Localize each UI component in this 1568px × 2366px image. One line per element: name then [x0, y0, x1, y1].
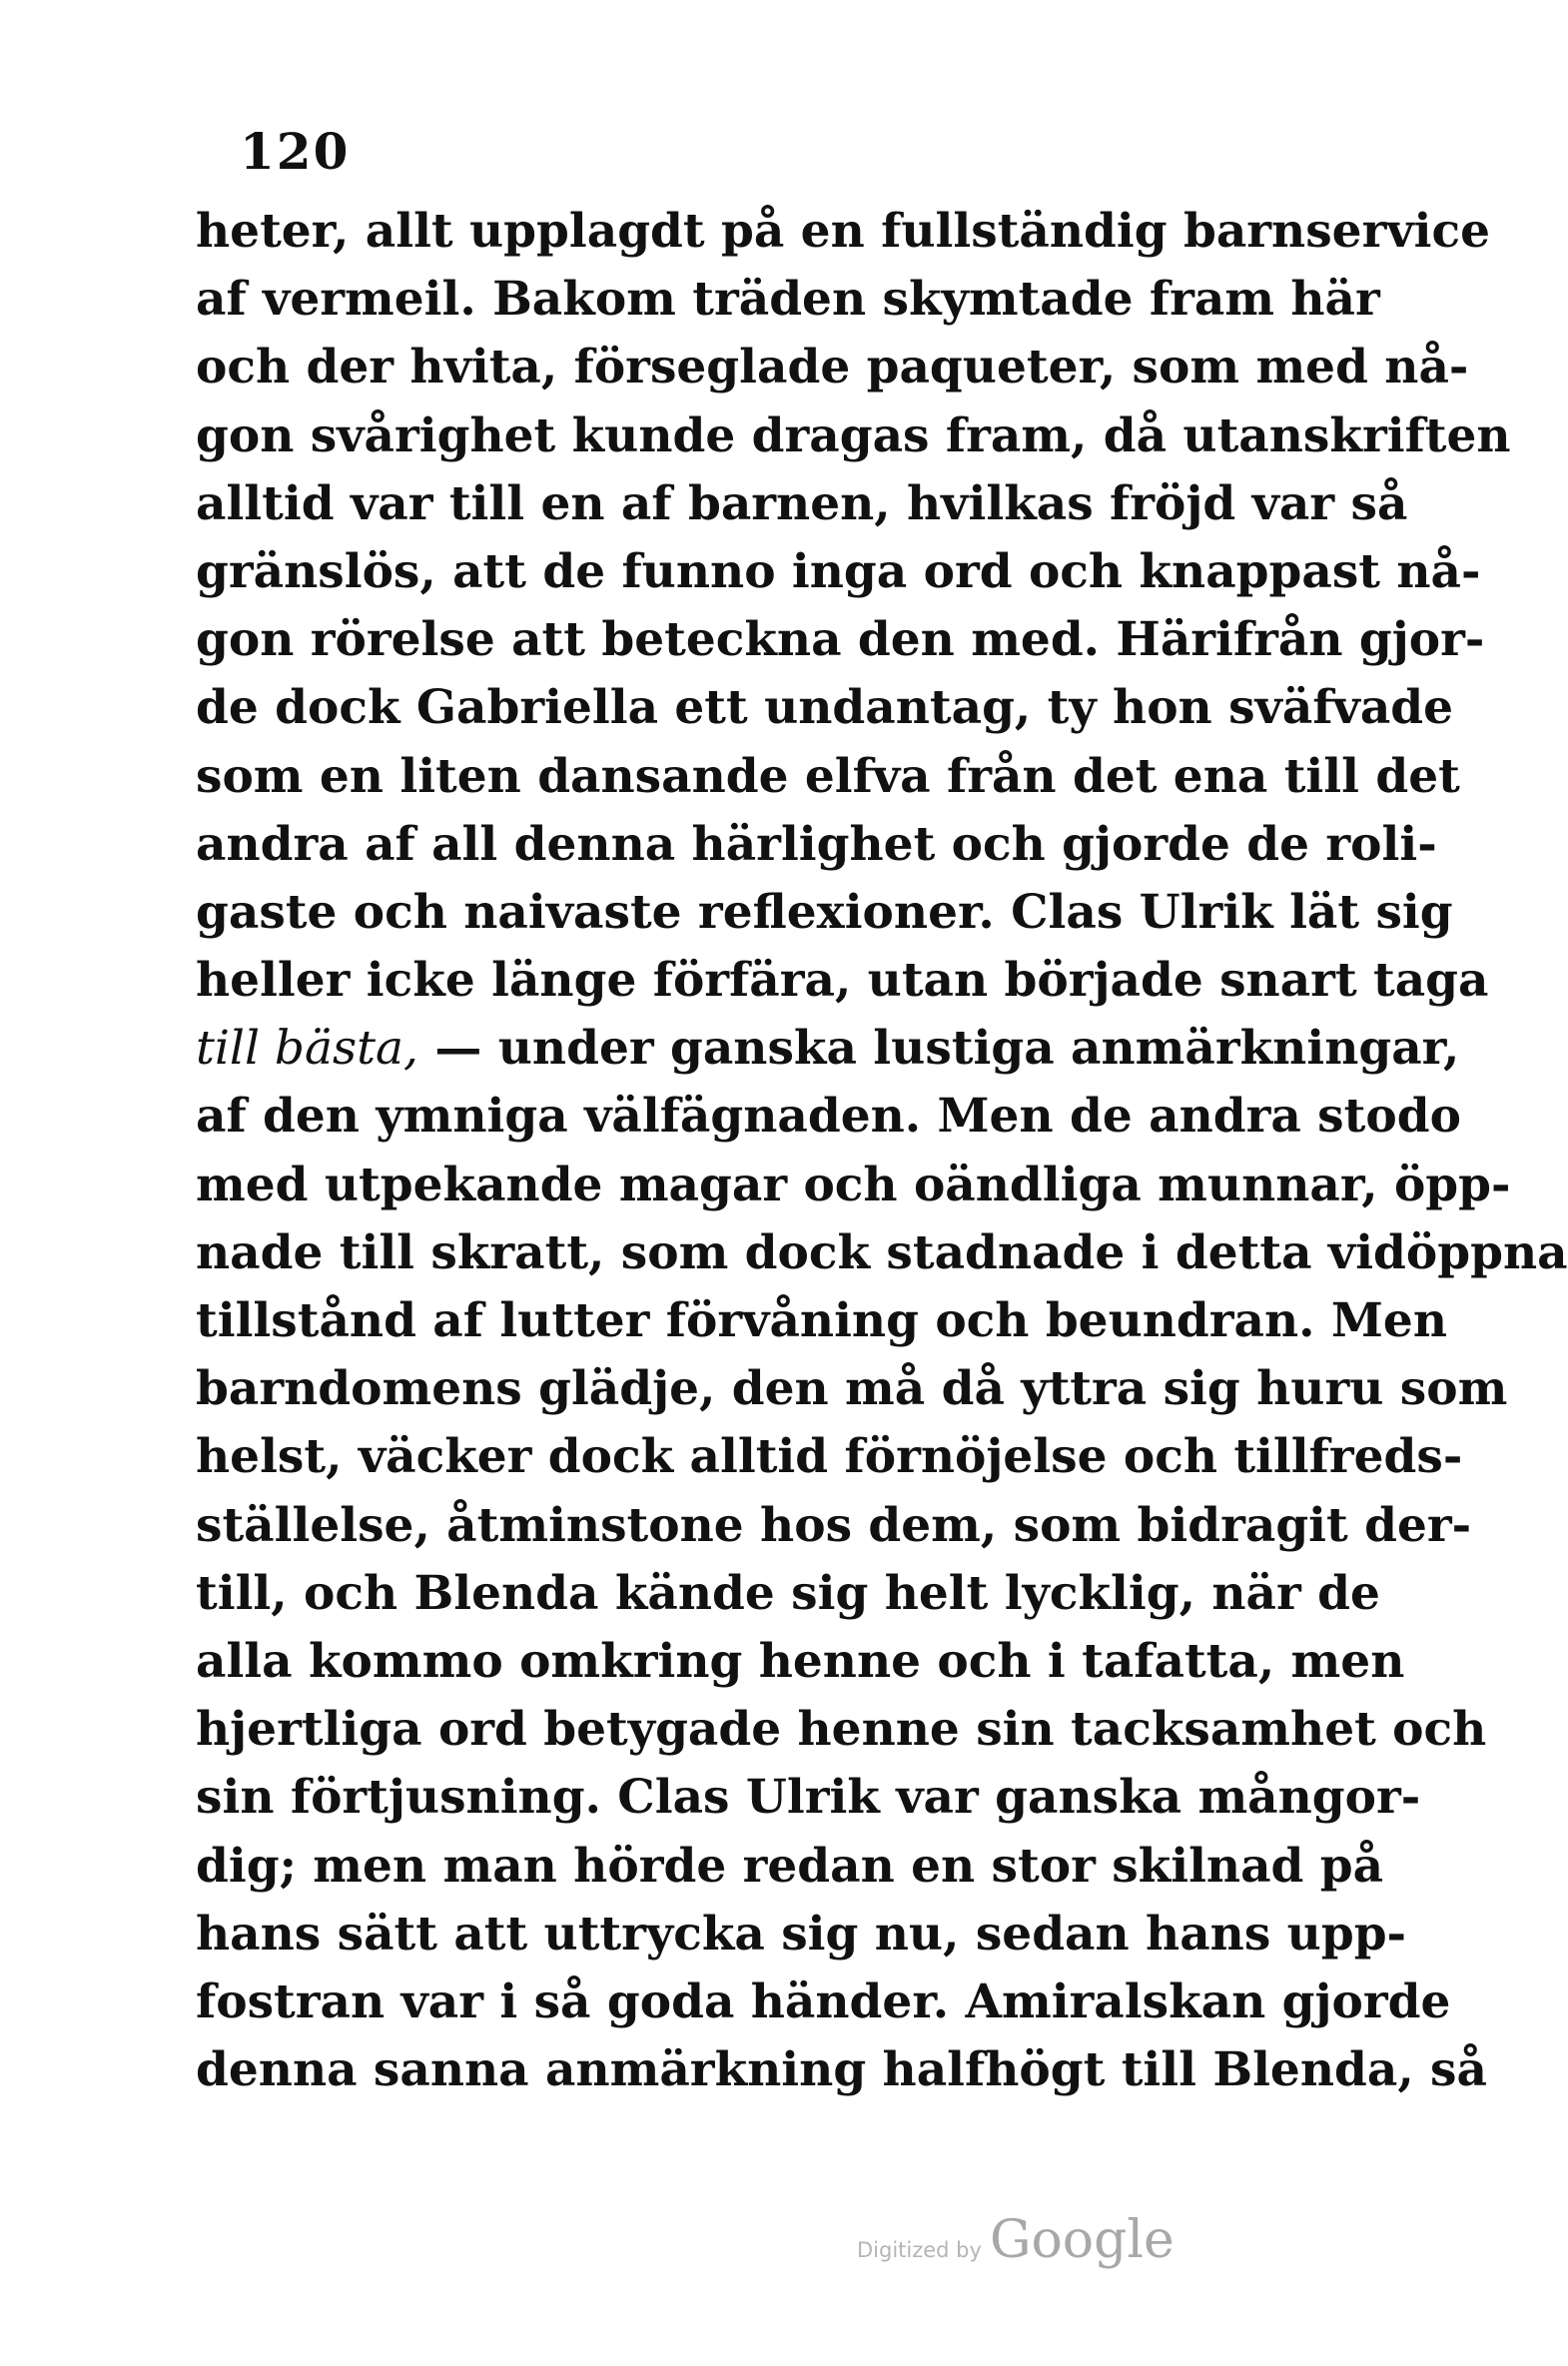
text-line: och der hvita, förseglade paqueter, som med nå-: [196, 340, 1469, 395]
digitized-by-google-watermark: [857, 2210, 1175, 2270]
text-line: gon rörelse att beteckna den med. Härifrån gjor-: [196, 612, 1485, 668]
text-line: hans sätt att uttrycka sig nu, sedan hans upp-: [196, 1906, 1407, 1962]
text-line: alla kommo omkring henne och i tafatta, men: [196, 1633, 1405, 1689]
text-line: heller icke länge förfära, utan började snart taga: [196, 953, 1489, 1009]
text-line: denna sanna anmärkning halfhögt till Blenda, så: [196, 2042, 1487, 2098]
page-number: 120: [240, 122, 351, 181]
text-line: heter, allt upplagdt på en fullständig barnservice: [196, 204, 1491, 259]
text-line: tillstånd af lutter förvåning och beundran. Men: [196, 1293, 1448, 1348]
google-logo: Google: [989, 2210, 1175, 2270]
text-line: gaste och naivaste reflexioner. Clas Ulrik lät sig: [196, 884, 1453, 940]
text-line: de dock Gabriella ett undantag, ty hon sväfvade: [196, 680, 1454, 736]
text-line: af vermeil. Bakom träden skymtade fram här: [196, 272, 1380, 328]
text-line: alltid var till en af barnen, hvilkas fröjd var så: [196, 475, 1408, 531]
text-line: nade till skratt, som dock stadnade i detta vidöppna: [196, 1224, 1568, 1280]
text-line: med utpekande magar och oändliga munnar, öpp-: [196, 1157, 1511, 1212]
text-line: af den ymniga välfägnaden. Men de andra stodo: [196, 1089, 1461, 1145]
text-line: till, och Blenda kände sig helt lycklig, när de: [196, 1565, 1380, 1621]
text-line: barndomens glädje, den må då yttra sig huru som: [196, 1361, 1508, 1417]
text-line: gränslös, att de funno inga ord och knappast nå-: [196, 543, 1481, 599]
text-line: fostran var i så goda händer. Amiralskan gjorde: [196, 1973, 1451, 2029]
digitized-by-label: Digitized by: [857, 2238, 982, 2262]
body-text: [196, 198, 1568, 2104]
text-line: hjertliga ord betygade henne sin tacksamhet och: [196, 1702, 1487, 1758]
text-segment: — under ganska lustiga anmärkningar,: [434, 1021, 1460, 1077]
text-line: dig; men man hörde redan en stor skilnad på: [196, 1838, 1384, 1894]
text-line: ställelse, åtminstone hos dem, som bidragit der-: [196, 1497, 1472, 1553]
text-line: gon svårighet kunde dragas fram, då utanskriften: [196, 407, 1511, 463]
text-line-italic-phrase: [196, 1015, 1460, 1083]
text-line: andra af all denna härlighet och gjorde de roli-: [196, 816, 1437, 872]
italic-phrase: till bästa,: [196, 1021, 418, 1077]
text-line: helst, väcker dock alltid förnöjelse och tillfreds-: [196, 1429, 1463, 1485]
text-line: som en liten dansande elfva från det ena till det: [196, 748, 1460, 804]
text-line: sin förtjusning. Clas Ulrik var ganska mångor-: [196, 1770, 1421, 1826]
